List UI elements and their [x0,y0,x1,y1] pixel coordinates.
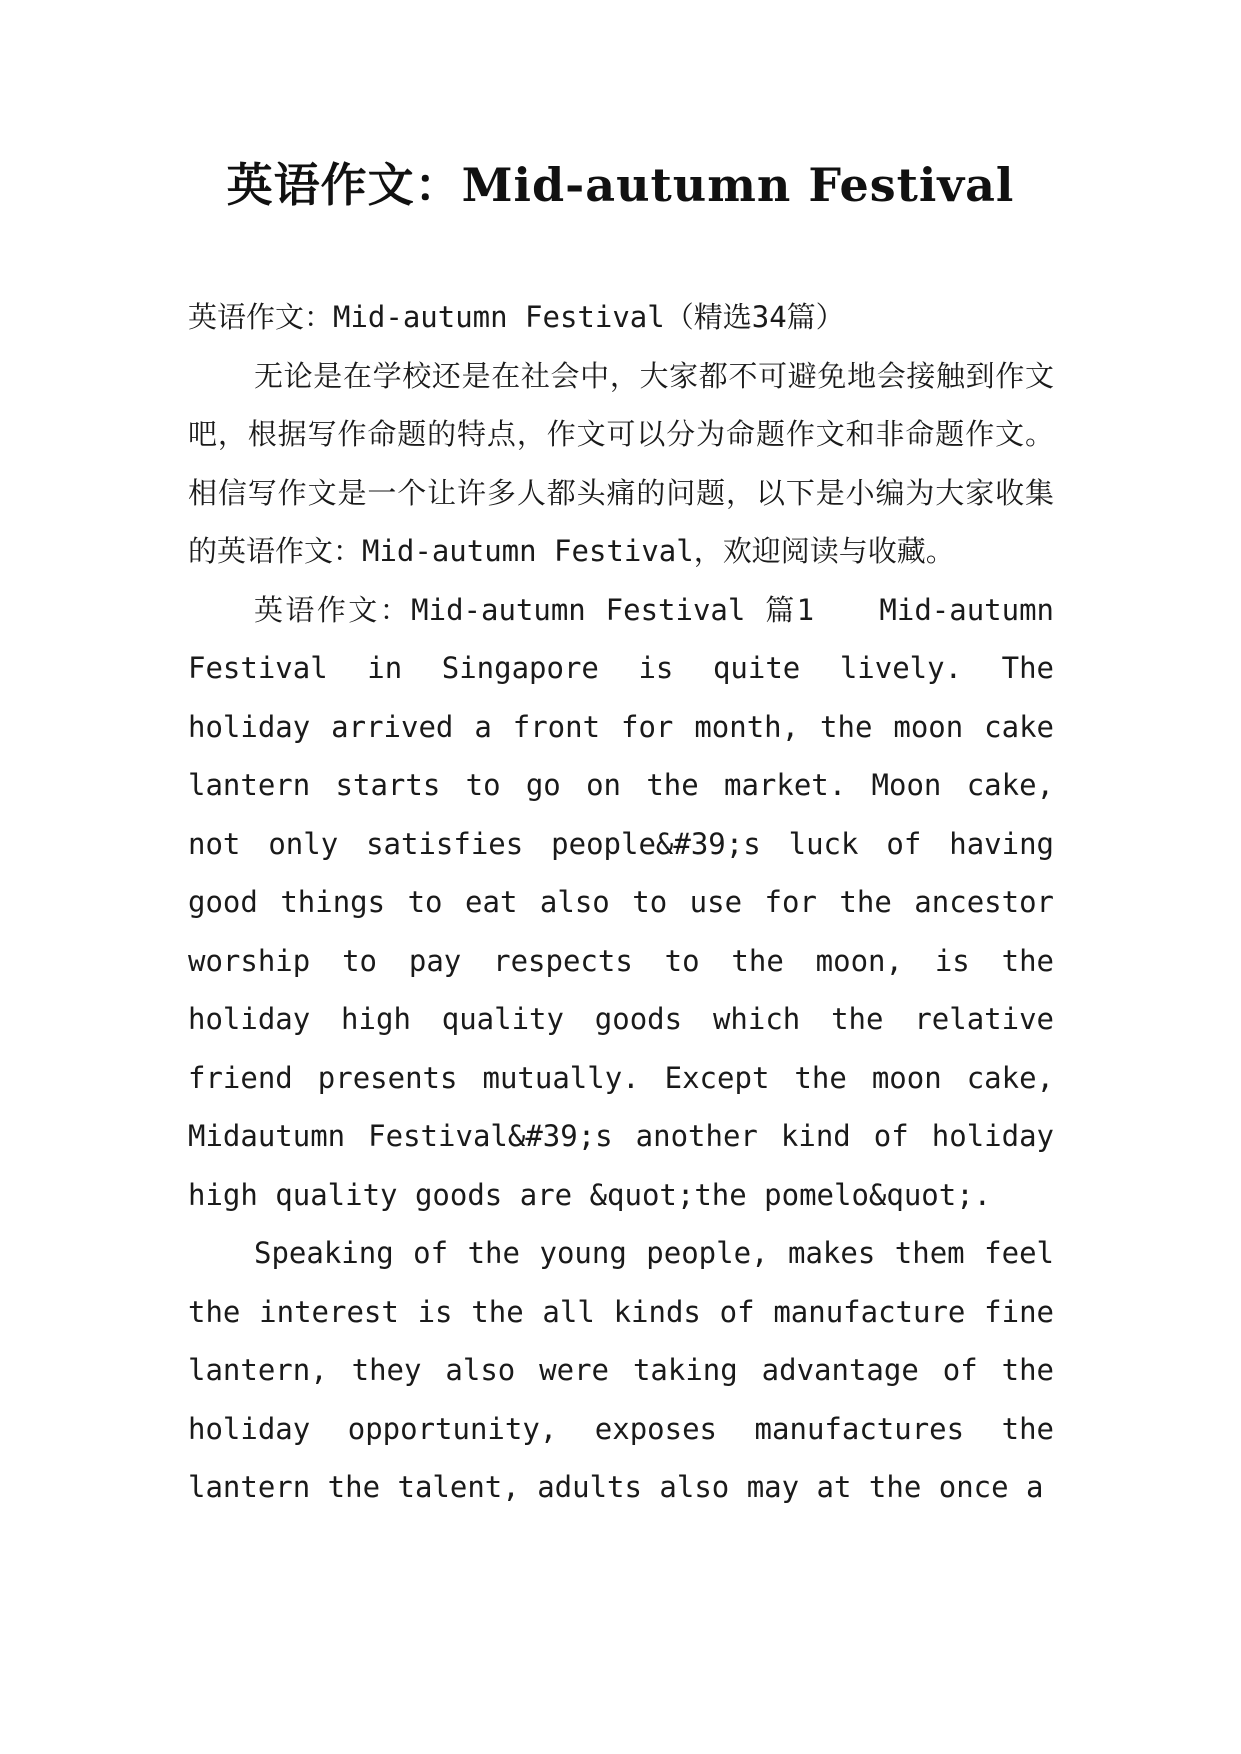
document-title: 英语作文：Mid-autumn Festival [226,158,1015,212]
document-body [188,288,1054,1517]
intro-paragraph: 无论是在学校还是在社会中，大家都不可避免地会接触到作文吧，根据写作命题的特点，作文可以分为命题作文和非命题作文。相信写作文是一个让许多人都头痛的问题，以下是小编为大家收集的英语作文：Mid-autumn Festival，欢迎阅读与收藏。 [188,358,1054,568]
essay-paragraph-1: 英语作文：Mid-autumn Festival 篇1 Mid-autumn Festival in Singapore is quite lively. The holiday arrived a front for month, the moon cake lantern starts to go on the market. Moon cake, not only satisfies people&#39;s luck of having good things to eat also to use for the ancestor worship to pay respects to the moon, is the holiday high quality goods which the relative friend presents mutually. Except the moon cake, Midautumn Festival&#39;s another kind of holiday high quality goods are &quot;the pomelo&quot;. [188,592,1054,1212]
subtitle-paragraph: 英语作文：Mid-autumn Festival（精选34篇） [188,300,845,334]
essay-paragraph-2: Speaking of the young people, makes them feel the interest is the all kinds of manufacture fine lantern, they also were taking advantage of the holiday opportunity, exposes manufactures the lantern the talent, adults also may at the once a [188,1236,1054,1504]
